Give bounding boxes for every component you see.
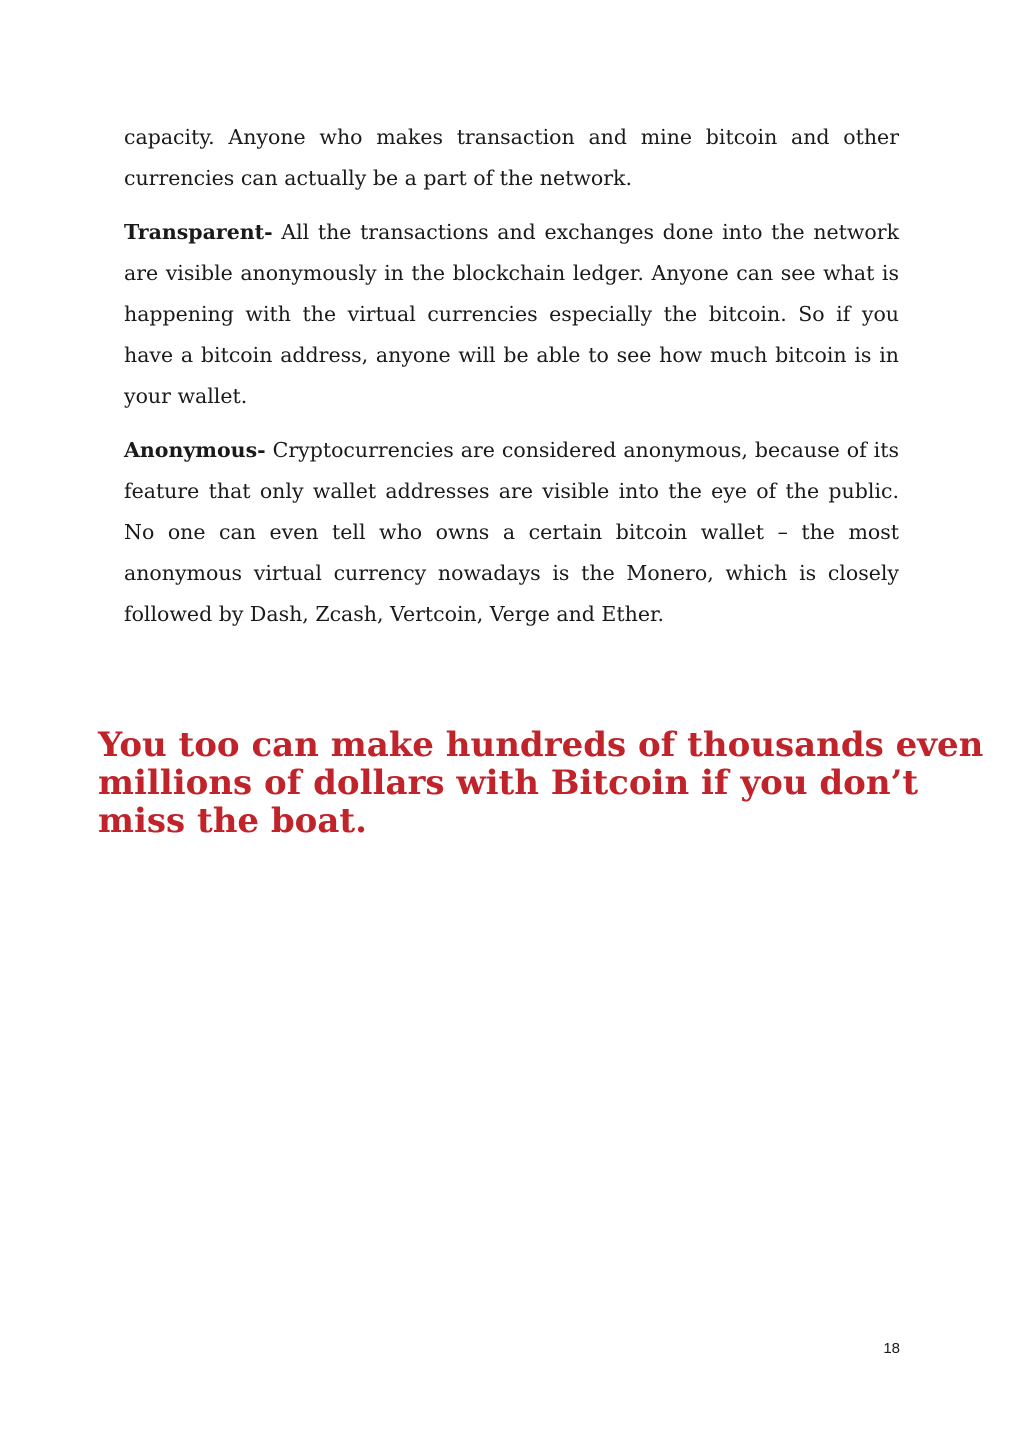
paragraph-transparent	[124, 212, 899, 417]
term-anonymous: Anonymous-	[124, 438, 266, 462]
paragraph-continuation	[124, 117, 899, 199]
paragraph-continuation-text: capacity. Anyone who makes transaction and mine bitcoin and other currencies can actually be a part of the network.	[124, 125, 899, 190]
term-transparent: Transparent-	[124, 220, 273, 244]
page-number: 18	[883, 1340, 900, 1357]
paragraph-transparent-text: All the transactions and exchanges done into the network are visible anonymously in the blockchain ledger. Anyone can see what is happening with the virtual currencies especially the bitcoin. So if you have a bitcoin address, anyone will be able to see how much bitcoin is in your wallet.	[124, 220, 899, 408]
body-text	[124, 117, 899, 648]
paragraph-anonymous-text: Cryptocurrencies are considered anonymous, because of its feature that only wallet addresses are visible into the eye of the public. No one can even tell who owns a certain bitcoin wallet – the most anonymous virtual currency nowadays is the Monero, which is closely followed by Dash, Zcash, Vertcoin, Verge and Ether.	[124, 438, 899, 626]
paragraph-anonymous	[124, 430, 899, 635]
headline: You too can make hundreds of thousands even millions of dollars with Bitcoin if you don’t miss the boat.	[98, 725, 984, 841]
